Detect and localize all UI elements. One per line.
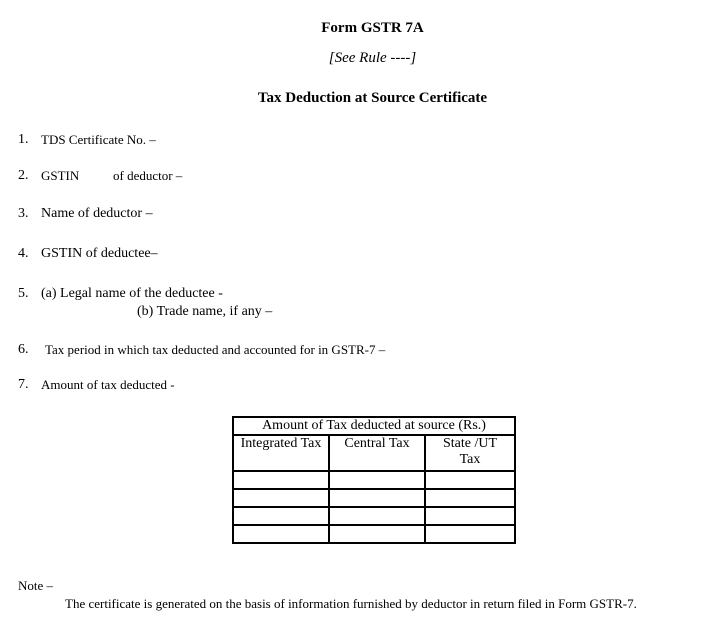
item-label: Name of deductor – — [41, 206, 153, 221]
table-cell — [425, 525, 515, 543]
item-number: 4. — [18, 246, 29, 261]
table-cell — [233, 507, 329, 525]
column-header: Integrated Tax — [233, 435, 329, 471]
note-label: Note – — [18, 578, 54, 593]
item-label: (b) Trade name, if any – — [137, 304, 273, 319]
table-cell — [329, 525, 425, 543]
note-text: The certificate is generated on the basis of information furnished by deductor in return filed in Form GSTR-7. — [65, 596, 637, 611]
table-cell — [329, 471, 425, 489]
certificate-heading: Tax Deduction at Source Certificate — [257, 90, 488, 106]
item-number: 6. — [18, 342, 29, 357]
item-label: Tax period in which tax deducted and accounted for in GSTR-7 – — [45, 342, 386, 357]
item-label: GSTIN of deductee– — [41, 246, 158, 261]
table-row — [233, 489, 515, 507]
table-row — [233, 525, 515, 543]
table-cell — [233, 489, 329, 507]
item-label: TDS Certificate No. – — [41, 132, 156, 147]
table-cell — [329, 489, 425, 507]
tax-deducted-table — [232, 416, 516, 544]
item-number: 5. — [18, 286, 29, 301]
form-title: Form GSTR 7A — [321, 20, 424, 36]
table-cell — [425, 471, 515, 489]
table-cell — [425, 507, 515, 525]
item-label: GSTIN — [41, 168, 80, 183]
item-number: 7. — [18, 377, 29, 392]
item-label: (a) Legal name of the deductee - — [41, 286, 223, 301]
item-label: Amount of tax deducted - — [41, 377, 175, 392]
table-cell — [329, 507, 425, 525]
table-cell — [233, 471, 329, 489]
table-cell — [233, 525, 329, 543]
item-label: of deductor – — [113, 168, 183, 183]
table-cell — [425, 489, 515, 507]
column-header: Central Tax — [329, 435, 425, 471]
table-row — [233, 507, 515, 525]
column-header: State /UT Tax — [425, 435, 515, 471]
item-number: 3. — [18, 206, 29, 221]
item-number: 2. — [18, 168, 29, 183]
table-row — [233, 471, 515, 489]
item-number: 1. — [18, 132, 29, 147]
table-caption: Amount of Tax deducted at source (Rs.) — [233, 417, 515, 435]
rule-reference: [See Rule ----] — [328, 50, 417, 66]
